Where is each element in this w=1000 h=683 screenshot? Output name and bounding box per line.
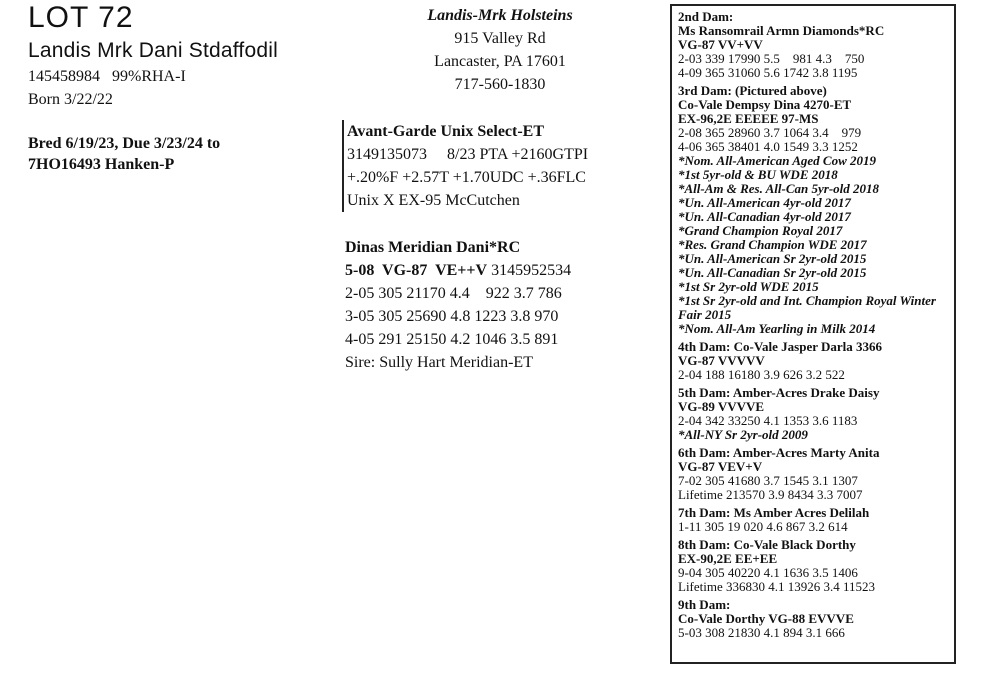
lot-number: LOT 72 [28, 1, 134, 34]
pedigree-award: *All-NY Sr 2yr-old 2009 [678, 427, 808, 442]
sire-id-line: 3149135073 8/23 PTA +2160GTPI [347, 146, 589, 163]
pedigree-section [678, 506, 954, 534]
pedigree-award: *Un. All-American Sr 2yr-old 2015 [678, 251, 867, 266]
pedigree-section [678, 340, 954, 382]
pedigree-dam-header: 2nd Dam: [678, 9, 734, 24]
pedigree-record: 9-04 305 40220 4.1 1636 3.5 1406 [678, 565, 858, 580]
pedigree-section [678, 84, 954, 336]
pedigree-classification: VG-87 VVVVV [678, 353, 765, 368]
pedigree-dam-header: 6th Dam: Amber-Acres Marty Anita [678, 445, 880, 460]
pedigree-record: 2-03 339 17990 5.5 981 4.3 750 [678, 51, 865, 66]
pedigree-record: 2-04 342 33250 4.1 1353 3.6 1183 [678, 413, 858, 428]
pedigree-dam-header: 3rd Dam: (Pictured above) [678, 83, 827, 98]
pedigree-classification: VG-89 VVVVE [678, 399, 765, 414]
breeder-phone: 717-560-1830 [454, 76, 546, 93]
pedigree-record: Lifetime 336830 4.1 13926 3.4 11523 [678, 579, 876, 594]
pedigree-award: *Nom. All-Am Yearling in Milk 2014 [678, 321, 876, 336]
pedigree-record: 7-02 305 41680 3.7 1545 3.1 1307 [678, 473, 858, 488]
pedigree-dam-header: 7th Dam: Ms Amber Acres Delilah [678, 505, 870, 520]
dam-sire: Sire: Sully Hart Meridian-ET [345, 354, 533, 371]
sire-pedigree-line: Unix X EX-95 McCutchen [347, 192, 520, 209]
dam-classification: 5-08 VG-87 VE++V [345, 262, 488, 279]
pedigree-dam-name: Co-Vale Dempsy Dina 4270-ET [678, 97, 852, 112]
breeder-contact [370, 4, 630, 96]
dam-class-line [345, 259, 655, 282]
breeding-date-line: Bred 6/19/23, Due 3/23/24 to [28, 135, 221, 152]
dam-name: Dinas Meridian Dani*RC [345, 239, 521, 256]
pedigree-dam-header: 5th Dam: Amber-Acres Drake Daisy [678, 385, 880, 400]
pedigree-record: 2-08 365 28960 3.7 1064 3.4 979 [678, 125, 862, 140]
dam-info [345, 236, 655, 374]
pedigree-classification: VG-87 VEV+V [678, 459, 763, 474]
pedigree-award: *Res. Grand Champion WDE 2017 [678, 237, 867, 252]
pedigree-classification: VG-87 VV+VV [678, 37, 763, 52]
pedigree-award: *Grand Champion Royal 2017 [678, 223, 843, 238]
dam-registration: 3145952534 [491, 262, 572, 279]
registration-number: 145458984 99%RHA-I [28, 68, 186, 85]
breeder-street: 915 Valley Rd [454, 30, 546, 47]
pedigree-dam-header: 4th Dam: Co-Vale Jasper Darla 3366 [678, 339, 883, 354]
pedigree-box [670, 4, 956, 664]
pedigree-record: 5-03 308 21830 4.1 894 3.1 666 [678, 625, 845, 640]
sire-proof-line: +.20%F +2.57T +1.70UDC +.36FLC [347, 169, 586, 186]
pedigree-award: *Nom. All-American Aged Cow 2019 [678, 153, 877, 168]
pedigree-award: *1st Sr 2yr-old and Int. Champion Royal Winter Fair 2015 [678, 293, 936, 322]
birth-date: Born 3/22/22 [28, 91, 113, 108]
dam-record: 2-05 305 21170 4.4 922 3.7 786 [345, 285, 562, 302]
pedigree-record: 1-11 305 19 020 4.6 867 3.2 614 [678, 519, 848, 534]
breeder-city: Lancaster, PA 17601 [434, 53, 566, 70]
pedigree-section [678, 598, 954, 640]
pedigree-section [678, 386, 954, 442]
pedigree-record: 2-04 188 16180 3.9 626 3.2 522 [678, 367, 845, 382]
pedigree-award: *Un. All-American 4yr-old 2017 [678, 195, 851, 210]
pedigree-award: *Un. All-Canadian Sr 2yr-old 2015 [678, 265, 867, 280]
service-sire-line: 7HO16493 Hanken-P [28, 156, 175, 173]
pedigree-dam-header: 8th Dam: Co-Vale Black Dorthy [678, 537, 856, 552]
dam-record: 4-05 291 25150 4.2 1046 3.5 891 [345, 331, 559, 348]
pedigree-section [678, 538, 954, 594]
breeding-info [28, 133, 220, 175]
breeder-name: Landis-Mrk Holsteins [427, 7, 573, 24]
pedigree-record: Lifetime 213570 3.9 8434 3.3 7007 [678, 487, 863, 502]
pedigree-record: 4-06 365 38401 4.0 1549 3.3 1252 [678, 139, 858, 154]
pedigree-record: 4-09 365 31060 5.6 1742 3.8 1195 [678, 65, 858, 80]
pedigree-classification: EX-90,2E EE+EE [678, 551, 778, 566]
pedigree-dam-name: Ms Ransomrail Armn Diamonds*RC [678, 23, 885, 38]
pedigree-section [678, 446, 954, 502]
sire-name: Avant-Garde Unix Select-ET [347, 123, 545, 140]
pedigree-section [678, 10, 954, 80]
pedigree-dam-header: 9th Dam: [678, 597, 731, 612]
animal-name: Landis Mrk Dani Stdaffodil [28, 39, 278, 62]
pedigree-classification: EX-96,2E EEEEE 97-MS [678, 111, 819, 126]
dam-record: 3-05 305 25690 4.8 1223 3.8 970 [345, 308, 559, 325]
pedigree-award: *All-Am & Res. All-Can 5yr-old 2018 [678, 181, 880, 196]
pedigree-dam-name: Co-Vale Dorthy VG-88 EVVVE [678, 611, 854, 626]
pedigree-award: *1st Sr 2yr-old WDE 2015 [678, 279, 819, 294]
sire-info [342, 120, 647, 212]
pedigree-award: *1st 5yr-old & BU WDE 2018 [678, 167, 838, 182]
pedigree-award: *Un. All-Canadian 4yr-old 2017 [678, 209, 851, 224]
